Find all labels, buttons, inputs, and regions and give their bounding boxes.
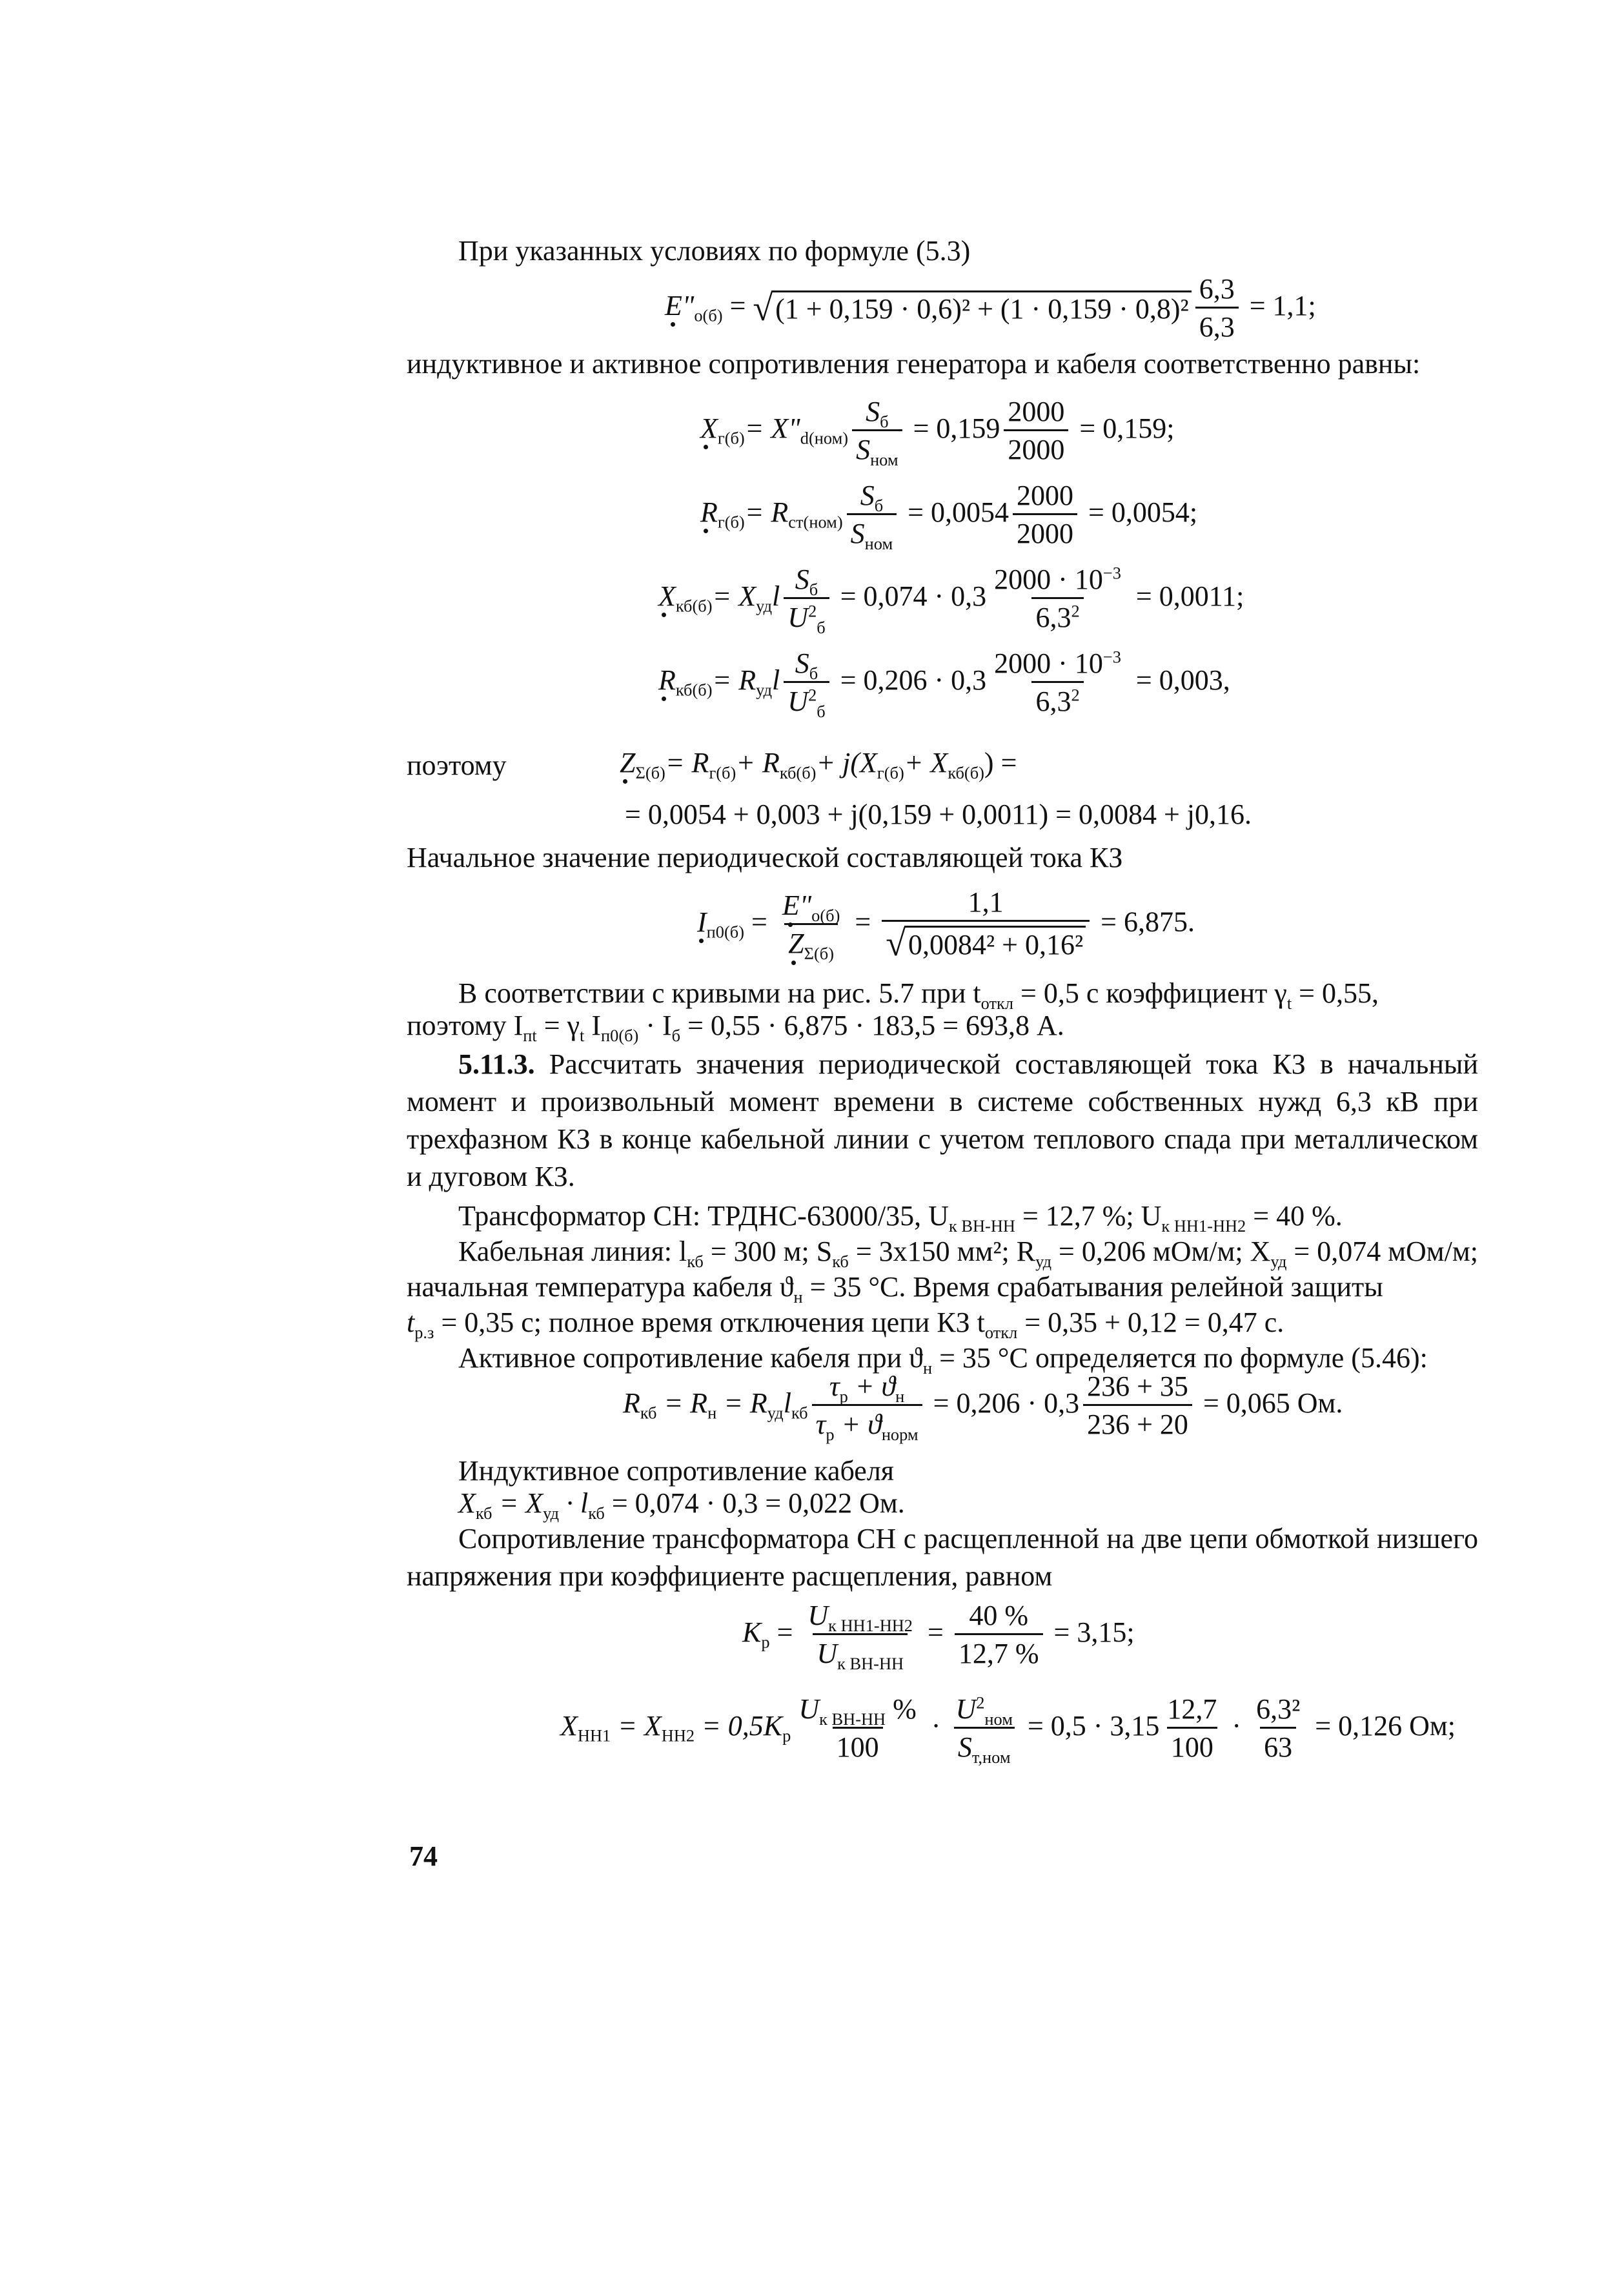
- superscript: −3: [1102, 563, 1121, 583]
- subscript: ном: [864, 533, 893, 553]
- subscript: р: [839, 1386, 848, 1406]
- radicand: 0,0084² + 0,16²: [904, 926, 1086, 962]
- equation-emf: [665, 274, 1316, 342]
- fraction-denominator: 236 + 20: [1083, 1404, 1192, 1440]
- coefficient: = 0,0054: [900, 496, 1009, 528]
- equation-xnn: [560, 1693, 1456, 1767]
- symbol-r: = R: [744, 496, 789, 528]
- section-5-11-3: [407, 1046, 1478, 1196]
- equation-z: [620, 747, 1017, 782]
- text: = 0,55 · 6,875 · 183,5 = 693,8 А.: [680, 1010, 1064, 1041]
- term: + R: [736, 747, 780, 779]
- equation-kp: [742, 1600, 1135, 1673]
- coefficient: = 0,159: [906, 412, 1000, 444]
- text: = γ: [536, 1010, 580, 1041]
- fraction-values: [990, 649, 1125, 717]
- subscript: п0(б): [706, 922, 744, 942]
- subscript: уд: [767, 1403, 784, 1423]
- equation-z-value: = 0,0054 + 0,003 + j(0,159 + 0,0011) = 0,0084 + j0,16.: [625, 799, 1252, 830]
- superscript: 2: [1071, 685, 1080, 705]
- text: = 35 °C определяется по формуле (5.46):: [932, 1342, 1428, 1374]
- symbol-u: U: [798, 1693, 820, 1725]
- text: = 0,074 мОм/м;: [1286, 1236, 1478, 1267]
- subscript: уд: [756, 680, 773, 700]
- superscript: 2: [1071, 601, 1080, 621]
- text: = 0,206 мОм/м; X: [1051, 1236, 1271, 1267]
- fraction-power-ratio: [784, 647, 829, 721]
- fraction-denominator: [847, 513, 897, 553]
- symbol-l: l: [783, 1387, 791, 1419]
- equation-rg: [700, 480, 1198, 553]
- paragraph-text: Начальное значение периодической составляющей тока КЗ: [407, 842, 1123, 873]
- symbol-x: = X: [492, 1487, 543, 1519]
- symbol-s: S: [866, 396, 880, 427]
- section-number: 5.11.3.: [458, 1048, 535, 1080]
- text: = 0,074 · 0,3 = 0,022 Ом.: [604, 1487, 905, 1519]
- subscript: кб(б): [779, 762, 817, 782]
- paragraph-intro-text: При указанных условиях по формуле (5.3): [458, 235, 971, 267]
- equation-result: = 0,0011;: [1128, 580, 1244, 612]
- equals: =: [769, 1616, 800, 1648]
- equation-emf-radical: [753, 290, 1191, 327]
- subscript: t: [580, 1025, 585, 1045]
- coefficient: = 0,206 · 0,3: [833, 664, 987, 696]
- superscript: 2: [976, 1693, 985, 1713]
- subscript: кб: [791, 1403, 808, 1423]
- symbol-xd: = X": [744, 412, 800, 444]
- subscript: г(б): [709, 762, 736, 782]
- inductive-resistance-eq: [407, 1485, 1478, 1522]
- denominator-text: 6,3: [1035, 602, 1071, 634]
- fraction-denominator: 12,7 %: [955, 1633, 1043, 1669]
- equation-current: [697, 888, 1195, 962]
- symbol-x: = X: [712, 580, 756, 612]
- symbol-l: l: [772, 580, 780, 612]
- subscript: б: [817, 701, 826, 721]
- fraction-values: [1083, 1372, 1192, 1440]
- text: = 12,7 %; U: [1015, 1200, 1162, 1232]
- symbol-x: X: [700, 412, 718, 444]
- subscript: к ВН-НН: [837, 1653, 904, 1673]
- fraction-u2-over-s: [951, 1693, 1017, 1767]
- text: Индуктивное сопротивление кабеля: [458, 1455, 895, 1487]
- symbol-u: U: [955, 1693, 977, 1725]
- symbol-s: S: [957, 1731, 972, 1764]
- symbol-s: S: [856, 434, 871, 466]
- equation-rkb-thermal: [623, 1370, 1343, 1444]
- symbol-e: E": [782, 889, 812, 921]
- transformer-spec: [407, 1197, 1478, 1235]
- text: = 0,35 с; полное время отключения цепи КЗ t: [434, 1307, 985, 1338]
- symbol-l: l: [772, 664, 780, 696]
- text: Сопротивление трансформатора СН с расщепленной на две цепи обмоткой низшего напряжения при коэффициенте расщепления, равном: [407, 1523, 1478, 1592]
- subscript: н: [895, 1386, 905, 1406]
- equation-result: = 6,875.: [1093, 906, 1195, 938]
- subscript: р: [761, 1632, 770, 1652]
- equation-result: = 0,065 Ом.: [1195, 1387, 1343, 1419]
- text: = 0,35 + 0,12 = 0,47 с.: [1017, 1307, 1284, 1338]
- fraction-emf-over-z: [778, 889, 844, 963]
- symbol-u: U: [787, 686, 809, 718]
- numerator-text: 2000 · 10: [994, 647, 1103, 679]
- subscript: уд: [1270, 1251, 1287, 1271]
- term: = R: [665, 747, 709, 779]
- fraction-denominator: [813, 1633, 908, 1673]
- fraction-denominator: [812, 1404, 922, 1444]
- symbol-x: X: [458, 1487, 476, 1519]
- fraction-values: [990, 565, 1125, 633]
- equation-emf-fraction: [1195, 274, 1239, 342]
- fraction-power-ratio: [852, 396, 902, 469]
- equation-rkb: [658, 647, 1230, 721]
- symbol-r: = R: [656, 1387, 708, 1419]
- subscript: к НН1-НН2: [1161, 1216, 1246, 1236]
- fraction-voltage-ratio: [804, 1600, 917, 1673]
- fraction-numerator: [791, 649, 822, 681]
- subscript: Σ(б): [804, 943, 835, 963]
- symbol-theta: + ϑ: [834, 1409, 882, 1441]
- fraction-numerator: 1,1: [968, 886, 1004, 918]
- text: Активное сопротивление кабеля при ϑ: [458, 1342, 923, 1374]
- subscript: ном: [984, 1709, 1013, 1729]
- protection-time: [407, 1304, 1478, 1341]
- word-therefore: поэтому: [407, 749, 507, 781]
- fraction-numerator: [990, 649, 1125, 681]
- text: %: [886, 1693, 917, 1725]
- subscript: кб: [832, 1251, 849, 1271]
- fraction-denominator: 100: [1167, 1727, 1217, 1762]
- symbol-z: Z: [788, 928, 804, 960]
- symbol-tau: τ: [815, 1409, 826, 1441]
- text: · I: [638, 1010, 672, 1041]
- fraction-denominator: [1031, 597, 1083, 633]
- subscript: б: [817, 617, 826, 637]
- equation-result: = 0,159;: [1072, 412, 1175, 444]
- symbol-r: = R: [716, 1387, 767, 1419]
- subscript: уд: [1035, 1251, 1052, 1271]
- fraction-denominator: [882, 920, 1090, 962]
- radical-sign: √: [886, 924, 906, 964]
- subscript: пt: [523, 1025, 537, 1045]
- superscript: −3: [1102, 647, 1121, 667]
- text: поэтому I: [407, 1010, 523, 1041]
- fraction-numerator: [804, 1601, 917, 1633]
- symbol-k: = 0,5K: [695, 1709, 783, 1742]
- fraction-denominator: [954, 1727, 1015, 1767]
- subscript: откл: [984, 1322, 1018, 1342]
- subscript: г(б): [717, 428, 745, 448]
- equation-xg: [700, 396, 1175, 469]
- text: Трансформатор СН: ТРДНС-63000/35, U: [458, 1200, 949, 1232]
- subscript: к НН1-НН2: [828, 1615, 913, 1635]
- fraction-numerator: 236 + 35: [1087, 1370, 1188, 1402]
- subscript: кб: [687, 1251, 704, 1271]
- paragraph-initial-current: [407, 839, 1478, 877]
- fraction-values: [882, 888, 1090, 962]
- fraction-values: [1013, 481, 1077, 549]
- equation-xkb: [658, 563, 1244, 637]
- equation-result: = 0,0054;: [1081, 496, 1198, 528]
- subscript: ном: [870, 449, 898, 469]
- subscript: б: [880, 411, 889, 431]
- fraction-numerator: 40 %: [969, 1600, 1028, 1631]
- subscript: уд: [756, 596, 773, 616]
- subscript: d(ном): [800, 428, 849, 448]
- symbol-x: = X: [611, 1709, 662, 1742]
- fraction-numerator: [826, 1372, 908, 1404]
- text: = 40 %.: [1246, 1200, 1343, 1232]
- subscript: к ВН-НН: [948, 1216, 1015, 1236]
- subscript: кб(б): [948, 762, 984, 782]
- subscript: т,ном: [971, 1747, 1011, 1767]
- text: начальная температура кабеля ϑ: [407, 1271, 794, 1303]
- fraction-power-ratio: [847, 480, 897, 553]
- fraction-values-1: [1163, 1695, 1221, 1762]
- text: = 300 м; S: [703, 1236, 833, 1267]
- equation-result: = 3,15;: [1046, 1616, 1135, 1648]
- paragraph-curves-line2: [407, 1007, 1478, 1044]
- text: = 0,55,: [1292, 977, 1379, 1009]
- subscript: кб(б): [675, 596, 713, 616]
- equation-result: = 0,003,: [1128, 664, 1230, 696]
- equation-result: = 0,126 Ом;: [1308, 1709, 1456, 1742]
- fraction-numerator: [778, 891, 844, 923]
- fraction-numerator: [791, 565, 822, 597]
- subscript: норм: [881, 1424, 919, 1444]
- subscript: t: [1286, 993, 1292, 1013]
- coefficient: = 0,206 · 0,3: [926, 1387, 1080, 1419]
- subscript: б: [671, 1025, 681, 1045]
- paragraph-resistances-text: индуктивное и активное сопротивления генератора и кабеля соответственно равны:: [407, 348, 1421, 380]
- symbol-u: U: [787, 602, 809, 634]
- term: + X: [904, 747, 948, 779]
- subscript: п0(б): [601, 1025, 639, 1045]
- fraction-values: [1004, 397, 1068, 465]
- symbol-tau: τ: [829, 1370, 840, 1402]
- text: = 3х150 мм²; R: [848, 1236, 1036, 1267]
- equals: =: [744, 906, 775, 938]
- subscript: кб: [475, 1503, 492, 1523]
- symbol-r: R: [658, 664, 676, 696]
- multiply: ·: [924, 1709, 948, 1742]
- fraction-numerator: [795, 1695, 920, 1727]
- equals: =: [920, 1616, 951, 1648]
- fraction-numerator: 2000: [1017, 480, 1073, 511]
- fraction-numerator: [857, 481, 887, 513]
- symbol-l: · l: [559, 1487, 589, 1519]
- fraction-numerator: [951, 1695, 1017, 1727]
- equation-emf-subscript: o(б): [694, 305, 723, 325]
- subscript: г(б): [877, 762, 904, 782]
- equation-emf-symbol: E": [665, 289, 695, 321]
- subscript: н: [793, 1287, 803, 1307]
- symbol-s: S: [795, 564, 809, 595]
- symbol-x: X: [658, 580, 676, 612]
- symbol-k: K: [742, 1616, 762, 1648]
- paragraph-resistances: [407, 345, 1478, 383]
- cable-spec: [407, 1233, 1478, 1270]
- radical: [886, 926, 1086, 962]
- multiply: ·: [1224, 1709, 1249, 1742]
- subscript: н: [707, 1403, 717, 1423]
- section-text: Рассчитать значения периодической составляющей тока КЗ в начальный момент и произвольный момент времени в системе собственных нужд 6,3 кВ при трехфазном КЗ в конце кабельной линии с учетом теплового спада при металлическом и дуговом КЗ.: [407, 1048, 1478, 1192]
- fraction-denominator: [1031, 681, 1083, 717]
- subscript: н: [922, 1358, 933, 1378]
- fraction-denominator: [784, 597, 829, 637]
- radical-sign: √: [753, 288, 773, 329]
- fraction-numerator: 12,7: [1167, 1693, 1217, 1725]
- fraction-power-ratio: [784, 564, 829, 637]
- coefficient: = 0,074 · 0,3: [833, 580, 987, 612]
- subscript: Σ(б): [635, 762, 665, 782]
- radicand: (1 + 0,159 · 0,6)² + (1 · 0,159 · 0,8)²: [771, 290, 1192, 327]
- fraction-numerator: [862, 397, 892, 429]
- fraction-denominator: 63: [1260, 1727, 1296, 1762]
- subscript: р.з: [414, 1322, 434, 1342]
- symbol-r: R: [623, 1387, 640, 1419]
- fraction-denominator: [784, 923, 838, 963]
- subscript: р: [826, 1424, 835, 1444]
- symbol-z: Z: [620, 747, 636, 779]
- fraction-numerator: 6,3²: [1256, 1693, 1301, 1725]
- fraction-denominator: 2000: [1004, 429, 1068, 465]
- subscript: o(б): [811, 905, 840, 925]
- symbol-r: = R: [712, 664, 756, 696]
- fraction-denominator: 6,3: [1195, 307, 1239, 342]
- symbol-s: S: [850, 518, 865, 550]
- text: I: [584, 1010, 602, 1041]
- transformer-resistance-paragraph: [407, 1520, 1478, 1595]
- subscript: НН1: [577, 1725, 611, 1746]
- subscript: уд: [543, 1503, 560, 1523]
- symbol-u: U: [817, 1638, 838, 1670]
- fraction-values-2: [1252, 1695, 1304, 1762]
- subscript: кб(б): [675, 680, 713, 700]
- superscript: 2: [808, 685, 817, 705]
- subscript: р: [782, 1725, 791, 1746]
- superscript: 2: [808, 601, 817, 621]
- coefficient: = 0,5 · 3,15: [1020, 1709, 1160, 1742]
- subscript: б: [874, 495, 884, 515]
- subscript: г(б): [717, 512, 745, 532]
- text: = 0,5 с коэффициент γ: [1013, 977, 1287, 1009]
- symbol-s: S: [860, 480, 875, 511]
- equation-emf-equals: =: [722, 289, 753, 321]
- term: + j(X: [816, 747, 877, 779]
- text: В соответствии с кривыми на рис. 5.7 при t: [458, 977, 981, 1009]
- text: Кабельная линия: l: [458, 1236, 687, 1267]
- symbol-i: I: [697, 906, 707, 938]
- symbol-theta: + ϑ: [848, 1370, 896, 1402]
- subscript: откл: [980, 993, 1013, 1013]
- fraction-denominator: 2000: [1013, 513, 1077, 549]
- equals: =: [848, 906, 878, 938]
- numerator-text: 2000 · 10: [994, 564, 1103, 595]
- fraction-numerator: [990, 565, 1125, 597]
- symbol-u: U: [807, 1600, 829, 1631]
- subscript: ст(ном): [788, 512, 843, 532]
- fraction-temperature: [812, 1370, 922, 1444]
- subscript: к ВН-НН: [819, 1709, 886, 1729]
- symbol-x: X: [560, 1709, 578, 1742]
- fraction-numerator: 6,3: [1199, 273, 1235, 305]
- subscript: НН2: [661, 1725, 695, 1746]
- fraction-values: [955, 1601, 1043, 1669]
- fraction-numerator: 2000: [1008, 396, 1065, 427]
- symbol-t: t: [407, 1307, 415, 1338]
- fraction-uk: [795, 1695, 920, 1762]
- paragraph-intro: [407, 232, 1478, 270]
- subscript: кб: [640, 1403, 657, 1423]
- fraction-denominator: [852, 429, 902, 469]
- cable-temperature: [407, 1268, 1478, 1306]
- fraction-denominator: [784, 681, 829, 721]
- subscript: кб: [588, 1503, 605, 1523]
- fraction-denominator: 100: [833, 1727, 883, 1762]
- subscript: б: [809, 579, 818, 599]
- text: = 35 °C. Время срабатывания релейной защиты: [802, 1271, 1383, 1303]
- symbol-s: S: [795, 647, 809, 679]
- page-number: 74: [409, 1840, 438, 1872]
- denominator-text: 6,3: [1035, 686, 1071, 718]
- term: ) =: [984, 747, 1017, 779]
- symbol-r: R: [700, 496, 718, 528]
- subscript: б: [809, 663, 818, 683]
- equation-emf-result: = 1,1;: [1242, 289, 1316, 321]
